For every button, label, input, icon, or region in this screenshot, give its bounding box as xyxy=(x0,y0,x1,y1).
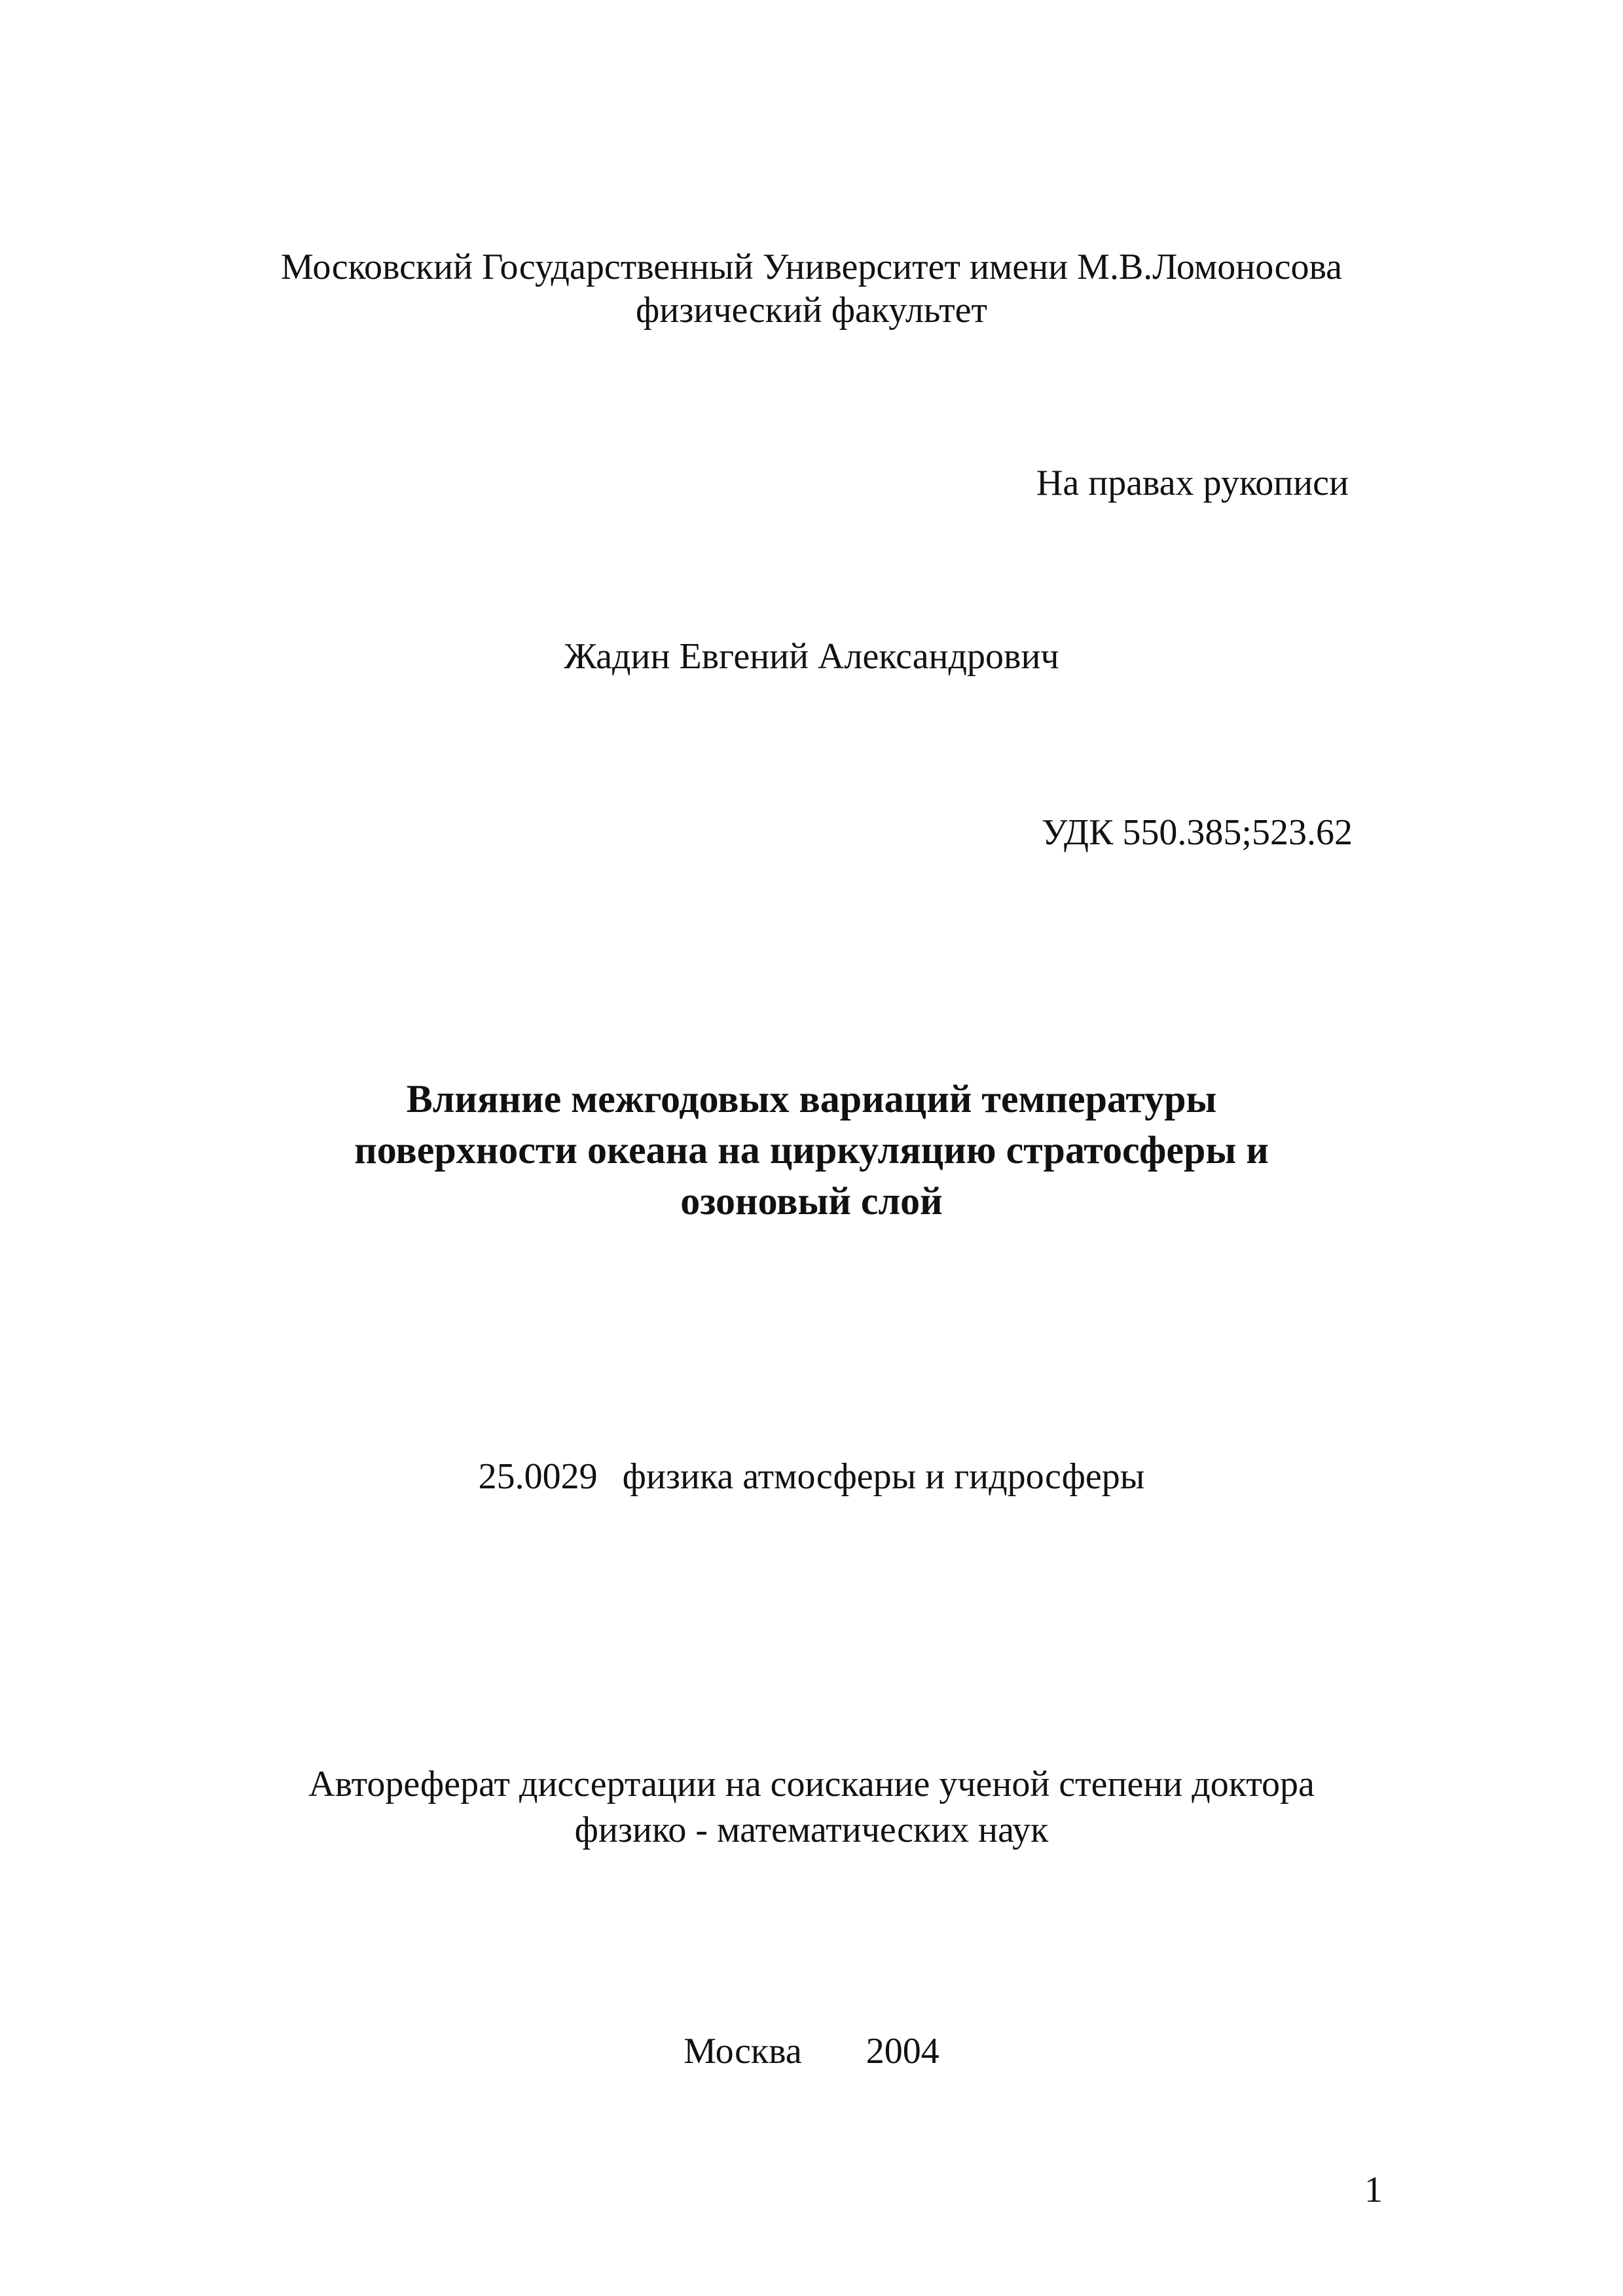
year: 2004 xyxy=(866,2031,939,2072)
author-name: Жадин Евгений Александрович xyxy=(564,636,1059,677)
city: Москва xyxy=(684,2031,802,2072)
specialty xyxy=(0,1458,1623,1495)
manuscript-note: На правах рукописи xyxy=(1036,463,1349,503)
degree-line-1: Автореферат диссертации на соискание ученой степени доктора xyxy=(308,1764,1315,1804)
university-name: Московский Государственный Университет имени М.В.Ломоносова xyxy=(280,247,1343,287)
page-number: 1 xyxy=(1364,2170,1383,2210)
place-year xyxy=(0,2033,1623,2070)
dissertation-title xyxy=(0,1073,1623,1227)
specialty-code: 25.0029 xyxy=(478,1456,598,1497)
title-line: озоновый слой xyxy=(680,1179,943,1223)
specialty-name: физика атмосферы и гидросферы xyxy=(622,1456,1145,1497)
title-line: поверхности океана на циркуляцию стратосферы и xyxy=(354,1128,1269,1172)
udc-code: УДК 550.385;523.62 xyxy=(1041,812,1353,853)
degree-line-2: физико - математических наук xyxy=(574,1810,1049,1850)
faculty-name: физический факультет xyxy=(635,290,987,331)
title-line: Влияние межгодовых вариаций температуры xyxy=(406,1077,1217,1121)
